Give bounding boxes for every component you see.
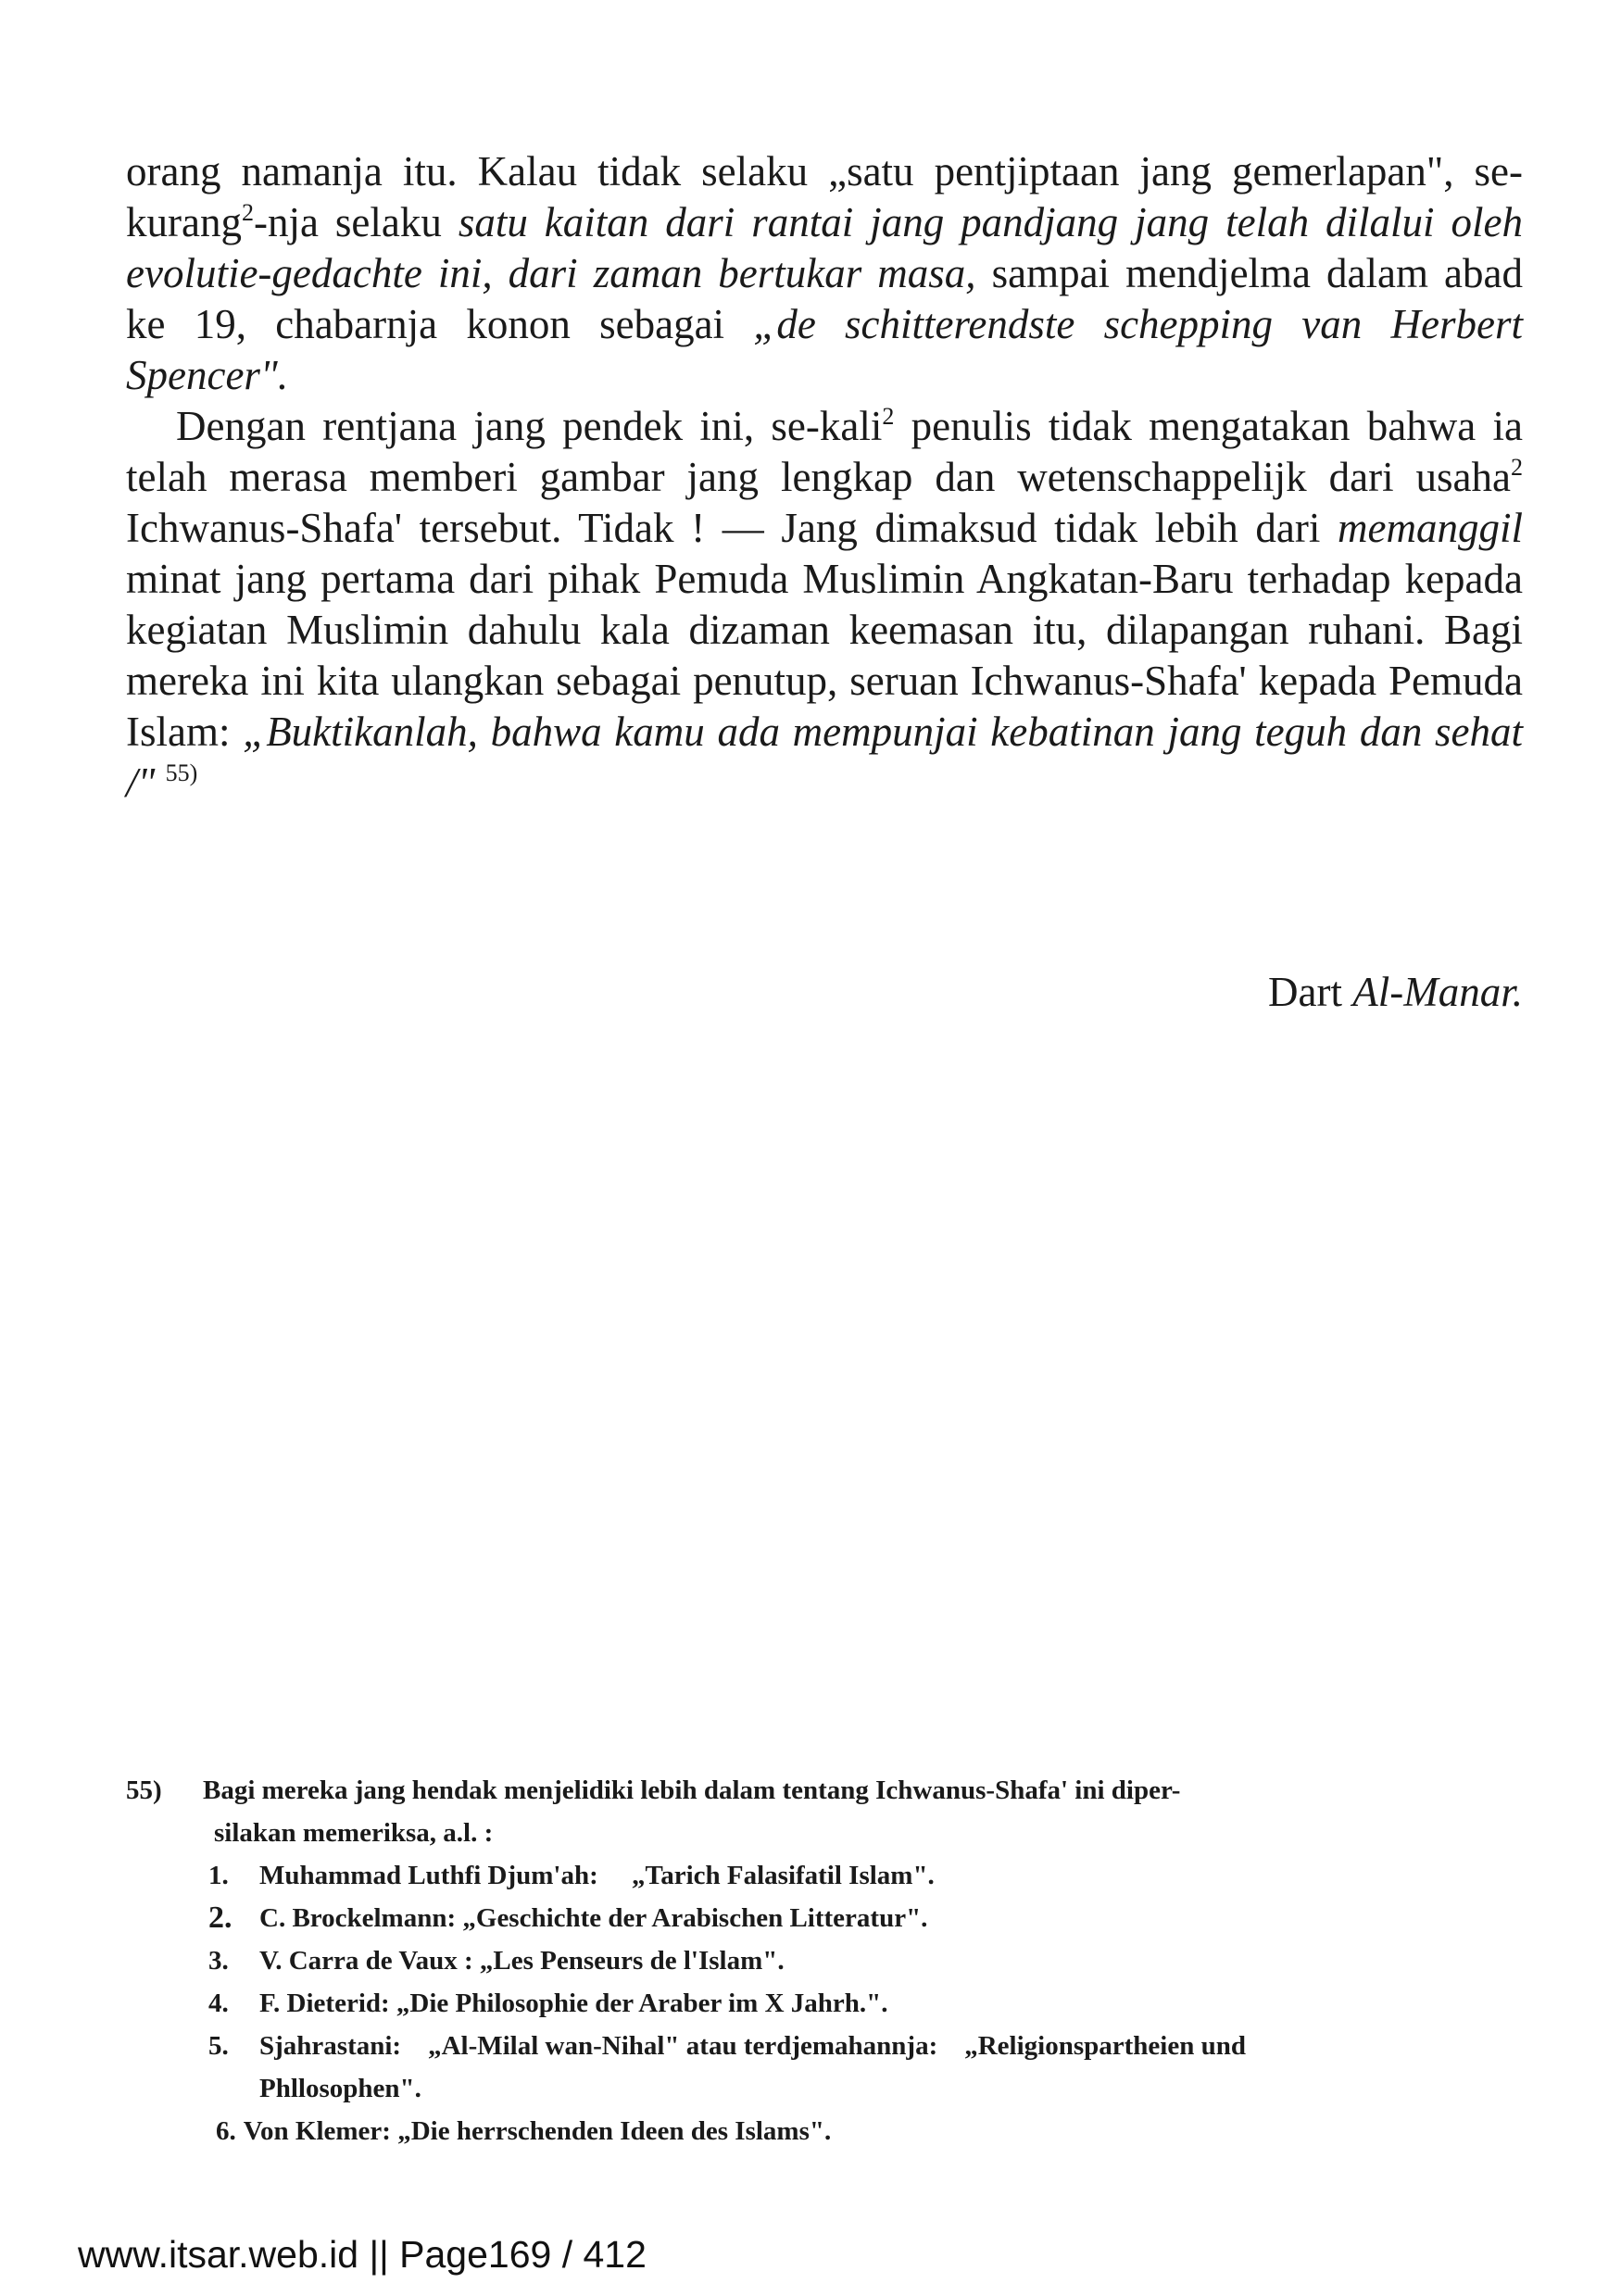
p2-text-c: Ichwanus-Shafa' tersebut. Tidak ! — Jang dimaksud tidak lebih dari [126,505,1338,551]
signature-prefix: Dart [1268,969,1353,1015]
reference-text: C. Brockelmann: „Geschichte der Arabischen Litteratur". [259,1903,928,1933]
page-footer: www.itsar.web.id || Page169 / 412 [78,2233,647,2276]
p1-superscript: 2 [241,199,254,226]
p2-text-b: penulis tidak mengatakan bahwa ia telah merasa memberi gambar jang lengkap dan wetenschappelijk dari usaha [126,403,1523,500]
reference-number: 2. [208,1901,232,1935]
p2-superscript-2: 2 [1511,454,1523,481]
reference-text: Muhammad Luthfi Djum'ah: „Tarich Falasifatil Islam". [259,1861,935,1890]
p2-italic-quote: „Buktikanlah, bahwa kamu ada mempunjai kebatinan jang teguh dan sehat /" [126,709,1523,806]
footnote-line-1: Bagi mereka jang hendak menjelidiki lebih dalam tentang Ichwanus-Shafa' ini diper- [203,1775,1181,1805]
reference-text: F. Dieterid: „Die Philosophie der Araber im X Jahrh.". [259,1989,888,2018]
reference-item [126,2025,1330,2110]
reference-item [126,1982,1330,2025]
reference-text: V. Carra de Vaux : „Les Penseurs de l'Islam". [259,1946,785,1976]
reference-item [126,1897,1330,1939]
reference-list [126,1854,1330,2152]
p2-superscript-1: 2 [882,403,895,430]
reference-number: 5. [208,2031,229,2061]
footnote-line-2: silakan memeriksa, a.l. : [214,1818,494,1848]
reference-number: 1. [208,1861,229,1890]
p1-text-b: -nja selaku [253,199,459,245]
paragraph-1 [126,146,1523,401]
p1-italic-phrase: satu kaitan dari rantai jang pandjang jang telah dilalui oleh evolutie-gedachte ini, dari zaman bertukar masa, [126,199,1524,296]
reference-number: 3. [208,1946,229,1976]
p1-text-c: sampai mendjelma dalam abad ke 19, chabarnja konon sebagai [126,250,1523,347]
p2-italic-word: memanggil [1338,505,1523,551]
reference-number: 6. [216,2116,236,2146]
reference-item [126,1939,1330,1982]
paragraph-2 [126,401,1523,809]
reference-item [126,1854,1330,1897]
footnote-reference: 55) [165,759,198,786]
footnote-55 [126,1769,1330,1812]
reference-item [126,2110,1330,2152]
source-signature [1268,967,1523,1018]
footnotes [126,1769,1330,2152]
footnote-number: 55) [126,1775,162,1805]
p1-text-a: orang namanja itu. Kalau tidak selaku „satu pentjiptaan jang gemerlapan", se-kurang [126,148,1523,245]
signature-source: Al-Manar. [1352,969,1523,1015]
reference-number: 4. [208,1989,229,2018]
reference-text: Von Klemer: „Die herrschenden Ideen des Islams". [243,2116,832,2146]
p2-text-d: minat jang pertama dari pihak Pemuda Muslimin Angkatan-Baru terhadap kepada kegiatan Muslimin dahulu kala dizaman keemasan itu, dilapangan ruhani. Bagi mereka ini kita ulangkan sebagai penutup, seruan Ichwanus-Shafa' kepada Pemuda Islam: [126,556,1523,755]
p2-text-a: Dengan rentjana jang pendek ini, se-kali [176,403,883,449]
p1-italic-quote: „de schitterendste schepping van Herbert Spencer". [126,301,1523,398]
reference-text: Sjahrastani: „Al-Milal wan-Nihal" atau terdjemahannja: „Religionspartheien und Phllosophen". [259,2031,1253,2103]
body-text [126,146,1523,809]
